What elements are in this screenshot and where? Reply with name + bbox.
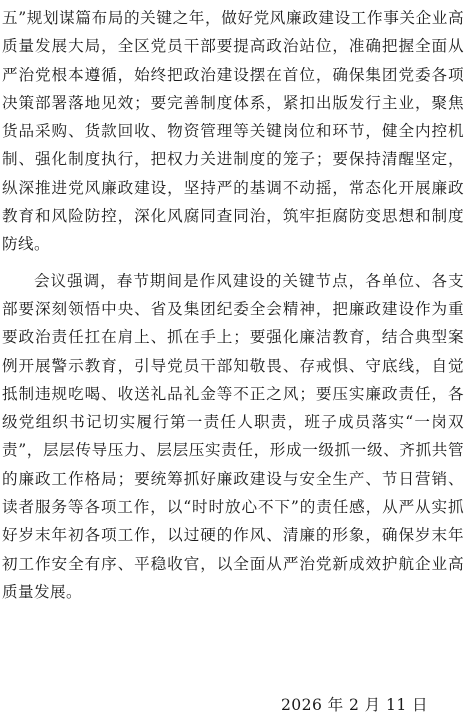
- paragraph-meeting-emphasis: 会议强调，春节期间是作风建设的关键节点，各单位、各支部要深刻领悟中央、省及集团纪委全会精神，把廉政建设作为重要政治责任扛在肩上、抓在手上；要强化廉洁教育，结合典型案例开展警示教育，引导党员干部知敬畏、存戒惧、守底线，自觉抵制违规吃喝、收送礼品礼金等不正之风；要压实廉政责任，各级党组织书记切实履行第一责任人职责，班子成员落实“一岗双责”，层层传导压力、层层压实责任，形成一级抓一级、齐抓共管的廉政工作格局；要统筹抓好廉政建设与安全生产、节日营销、读者服务等各项工作，以“时时放心不下”的责任感，从严从实抓好岁末年初各项工作，以过硬的作风、清廉的形象，确保岁末年初工作安全有序、平稳收官，以全面从严治党新成效护航企业高质量发展。: [2, 271, 464, 601]
- publish-date: 2026 年 2 月 11 日: [280, 696, 428, 714]
- paragraph-continued: 五”规划谋篇布局的关键之年，做好党风廉政建设工作事关企业高质量发展大局，全区党员干部要提高政治站位，准确把握全面从严治党根本遵循，始终把政治建设摆在首位，确保集团党委各项决策部署落地见效；要完善制度体系，紧扣出版发行主业，聚焦货品采购、货款回收、物资管理等关键岗位和环节，健全内控机制、强化制度执行，把权力关进制度的笼子；要保持清醒坚定，纵深推进党风廉政建设，坚持严的基调不动摇，常态化开展廉政教育和风险防控，深化风腐同查同治，筑牢拒腐防变思想和制度防线。: [2, 9, 464, 254]
- article-body: [2, 4, 464, 606]
